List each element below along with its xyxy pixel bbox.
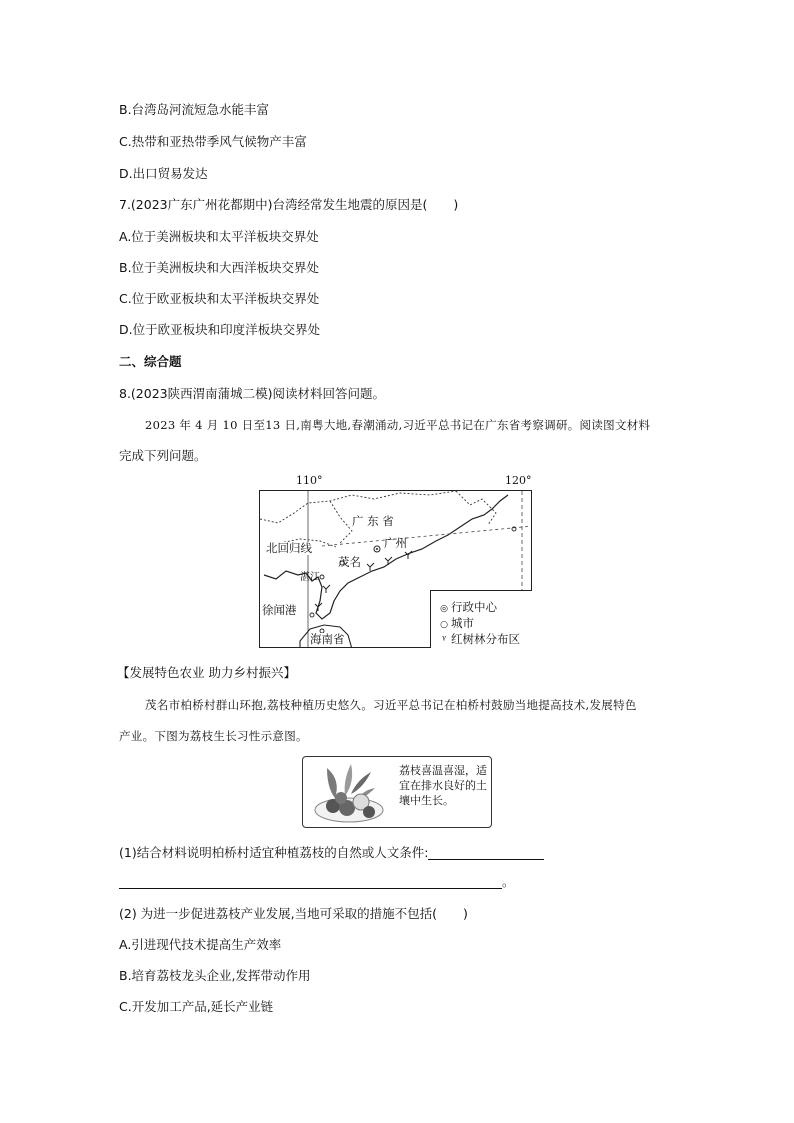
- lychee-caption: 荔枝喜温喜湿，适宜在排水良好的土壤中生长。: [399, 764, 487, 807]
- leaf-1: [327, 768, 337, 798]
- zhanjiang-symbol: [320, 575, 324, 579]
- q8-2-stem: [119, 906, 468, 922]
- hainan-label: 海南省: [310, 632, 345, 646]
- xuwen-label: 徐闻港: [262, 603, 297, 617]
- section-heading: 二、综合题: [119, 354, 182, 369]
- province-label: 广 东 省: [352, 514, 394, 528]
- lon-110-label: 110°: [296, 474, 323, 487]
- tropic-label: 北回归线: [266, 541, 312, 555]
- west-border: [330, 501, 352, 543]
- q7-option-d: D.位于欧亚板块和印度洋板块交界处: [119, 322, 321, 337]
- paragraph-line1: 茂名市柏桥村群山环抱,荔枝种植历史悠久。习近平总书记在柏桥村鼓励当地提高技术,发展特色: [145, 698, 637, 712]
- q6-option-b: B.台湾岛河流短急水能丰富: [119, 102, 270, 117]
- q8-2-close: ): [463, 906, 468, 921]
- q7-option-b: B.位于美洲板块和大西洋板块交界处: [119, 260, 320, 275]
- tropic-of-cancer: [322, 526, 532, 546]
- q8-2-text: (2) 为进一步促进荔枝产业发展,当地可采取的措施不包括(: [119, 906, 438, 921]
- section-title: 【发展特色农业 助力乡村振兴】: [117, 665, 296, 680]
- fujian-border: [456, 491, 496, 525]
- q8-2-option-a: A.引进现代技术提高生产效率: [119, 937, 282, 952]
- q8-2-option-b: B.培育荔枝龙头企业,发挥带动作用: [119, 968, 311, 983]
- q8-1-blank-1[interactable]: [428, 846, 544, 860]
- legend-mangrove-label: 红树林分布区: [451, 632, 520, 646]
- lychee-growth-box: [302, 756, 492, 828]
- zhanjiang-label: 湛江: [300, 572, 320, 583]
- q6-option-d: D.出口贸易发达: [119, 166, 208, 181]
- q6-option-c: C.热带和亚热带季风气候物产丰富: [119, 134, 307, 149]
- q8-intro-line1: 2023 年 4 月 10 日至13 日,南粤大地,春潮涌动,习近平总书记在广东省考察调研。阅读图文材料: [145, 418, 651, 432]
- legend-admin-label: 行政中心: [451, 600, 497, 614]
- q7-option-c: C.位于欧亚板块和太平洋板块交界处: [119, 291, 320, 306]
- xuwen-symbol: [310, 613, 314, 617]
- mangrove-icon: ᵞ: [441, 633, 447, 646]
- lychee-image: [305, 758, 397, 826]
- q7-stem-close: ): [453, 197, 459, 212]
- mangrove-marks: [315, 551, 412, 611]
- q8-stem: 8.(2023陕西渭南蒲城二模)阅读材料回答问题。: [119, 386, 385, 401]
- q8-1-end: 。: [502, 874, 515, 889]
- city-icon: ○: [440, 620, 448, 630]
- maoming-label: 茂名: [338, 555, 361, 569]
- lychee-fruit-4: [363, 806, 375, 818]
- legend-admin: [437, 599, 497, 615]
- q7-option-a: A.位于美洲板块和太平洋板块交界处: [119, 229, 319, 244]
- leaf-2: [345, 764, 353, 796]
- q8-1-line2: [119, 874, 515, 890]
- admin-center-icon: ◎: [440, 604, 448, 614]
- q8-1-text: (1)结合材料说明柏桥村适宜种植荔枝的自然或人文条件:: [119, 845, 429, 860]
- paragraph-line2: 产业。下图为荔枝生长习性示意图。: [119, 729, 308, 743]
- lon-120-label: 120°: [505, 474, 532, 487]
- q8-intro-line2: 完成下列问题。: [119, 448, 207, 463]
- q8-2-option-c: C.开发加工产品,延长产业链: [119, 999, 274, 1014]
- q8-1-blank-2[interactable]: [119, 875, 502, 889]
- legend-city: [437, 615, 474, 631]
- lychee-fruit-3: [335, 792, 347, 804]
- guangzhou-dot: [376, 548, 378, 550]
- map-legend: [430, 590, 532, 648]
- q7-stem: [119, 197, 458, 213]
- legend-city-label: 城市: [451, 616, 474, 630]
- guangzhou-label: 广州: [384, 536, 407, 550]
- legend-mangrove: [437, 631, 520, 647]
- q8-1-stem: [119, 845, 544, 861]
- q7-stem-text: 7.(2023广东广州花都期中)台湾经常发生地震的原因是(: [119, 197, 428, 212]
